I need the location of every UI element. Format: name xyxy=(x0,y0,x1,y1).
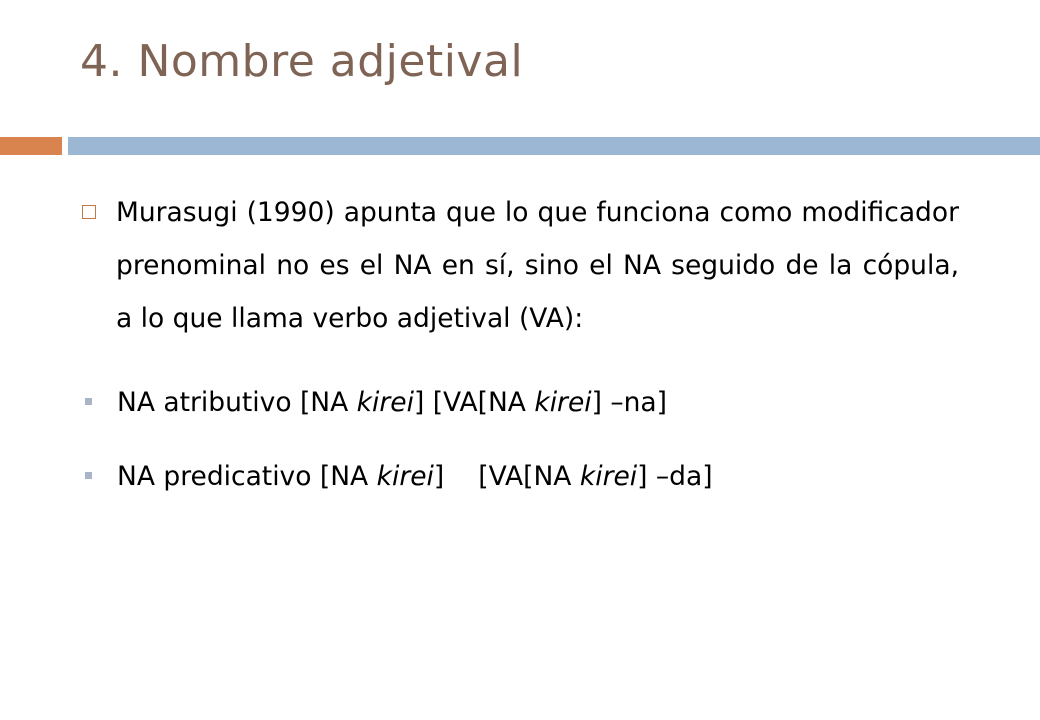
bracket-text: ] [VA[NA xyxy=(413,387,535,418)
bracket-text: [NA xyxy=(319,461,377,492)
square-bullet-icon xyxy=(82,205,96,219)
italic-word: kirei xyxy=(356,387,414,418)
bracket-text: ] xyxy=(433,461,445,492)
sub-bullet-atributivo xyxy=(82,383,959,423)
main-bullet-text: Murasugi (1990) apunta que lo que funciona como modificador prenominal no es el NA en sí, sino el NA seguido de la cópula, a lo que llama verbo adjetival (VA): xyxy=(116,197,959,334)
bracket-text: [NA xyxy=(299,387,357,418)
bracket-text: ] –na] xyxy=(591,387,668,418)
accent-bar-right xyxy=(68,137,1040,155)
bracket-text: [VA[NA xyxy=(478,461,580,492)
small-square-bullet-icon xyxy=(85,398,92,405)
sub-bullet-label: NA predicativo xyxy=(117,461,320,492)
sub-bullet-predicativo xyxy=(82,457,959,497)
italic-word: kirei xyxy=(579,461,638,492)
sub-bullet-label: NA atributivo xyxy=(117,387,300,418)
slide-content xyxy=(82,186,959,497)
small-square-bullet-icon xyxy=(85,472,92,479)
main-bullet xyxy=(82,186,959,345)
italic-word: kirei xyxy=(376,461,434,492)
bracket-text: ] –da] xyxy=(637,461,713,492)
slide-title: 4. Nombre adjetival xyxy=(80,36,524,87)
italic-word: kirei xyxy=(534,387,592,418)
accent-bar-left xyxy=(0,137,62,155)
